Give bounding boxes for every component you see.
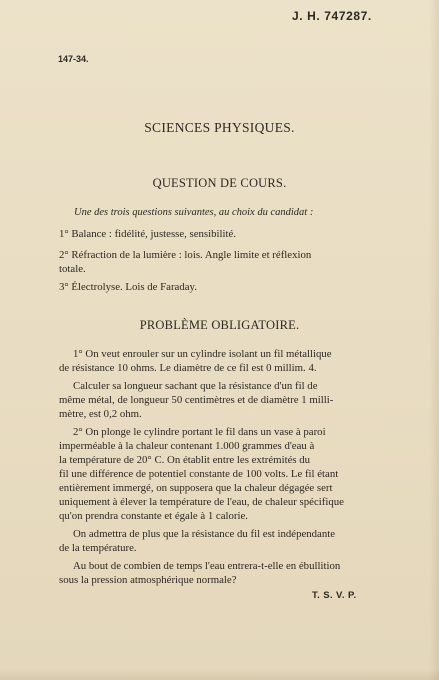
probleme-para-3-line-2: imperméable à la chaleur contenant 1.000 grammes d'eau à bbox=[59, 440, 315, 452]
page-title: SCIENCES PHYSIQUES. bbox=[144, 120, 295, 135]
probleme-para-3-line-6: uniquement à élever la température de l'eau, de chaleur spécifique bbox=[59, 496, 344, 508]
paper-edge-bottom bbox=[0, 670, 439, 680]
probleme-para-4-line-2: de la température. bbox=[59, 542, 137, 554]
probleme-para-2-line-1: Calculer sa longueur sachant que la résistance d'un fil de bbox=[73, 380, 318, 392]
probleme-para-1-line-1: 1° On veut enrouler sur un cylindre isolant un fil métallique bbox=[73, 348, 332, 360]
probleme-para-3-line-7: qu'on prendra constante et égale à 1 calorie. bbox=[59, 510, 249, 522]
paper-edge-right bbox=[429, 0, 439, 680]
probleme-para-5-line-1: Au bout de combien de temps l'eau entrera-t-elle en ébullition bbox=[73, 560, 341, 572]
probleme-section-title: PROBLÈME OBLIGATOIRE. bbox=[139, 318, 300, 332]
cours-section-title: QUESTION DE COURS. bbox=[152, 176, 287, 190]
document-reference: J. H. 747287. bbox=[292, 9, 372, 23]
document-code: 147-34. bbox=[58, 54, 89, 64]
probleme-para-3-line-3: la température de 20° C. On établit entre les extrémités du bbox=[59, 454, 311, 466]
probleme-para-2-line-2: même métal, de longueur 50 centimètres et de diamètre 1 milli- bbox=[59, 394, 334, 406]
probleme-para-3-line-1: 2° On plonge le cylindre portant le fil dans un vase à paroi bbox=[73, 426, 326, 438]
cours-instruction: Une des trois questions suivantes, au choix du candidat : bbox=[74, 207, 314, 218]
probleme-para-1-line-2: de résistance 10 ohms. Le diamètre de ce fil est 0 millim. 4. bbox=[59, 362, 317, 374]
probleme-para-3-line-5: entièrement immergé, on supposera que la chaleur dégagée sert bbox=[59, 482, 333, 494]
tsvp-note: T. S. V. P. bbox=[312, 590, 357, 601]
probleme-para-5-line-2: sous la pression atmosphérique normale? bbox=[59, 574, 237, 586]
probleme-para-3-line-4: fil une différence de potentiel constante de 100 volts. Le fil étant bbox=[59, 468, 339, 480]
probleme-para-4-line-1: On admettra de plus que la résistance du fil est indépendante bbox=[73, 528, 336, 540]
probleme-para-2-line-3: mètre, est 0,2 ohm. bbox=[59, 408, 142, 420]
cours-item-2-line-2: totale. bbox=[59, 263, 86, 275]
cours-item-2-line-1: 2° Réfraction de la lumière : lois. Angle limite et réflexion bbox=[59, 249, 312, 261]
cours-item-3: 3° Électrolyse. Lois de Faraday. bbox=[59, 281, 197, 293]
cours-item-1: 1° Balance : fidélité, justesse, sensibilité. bbox=[59, 228, 237, 240]
